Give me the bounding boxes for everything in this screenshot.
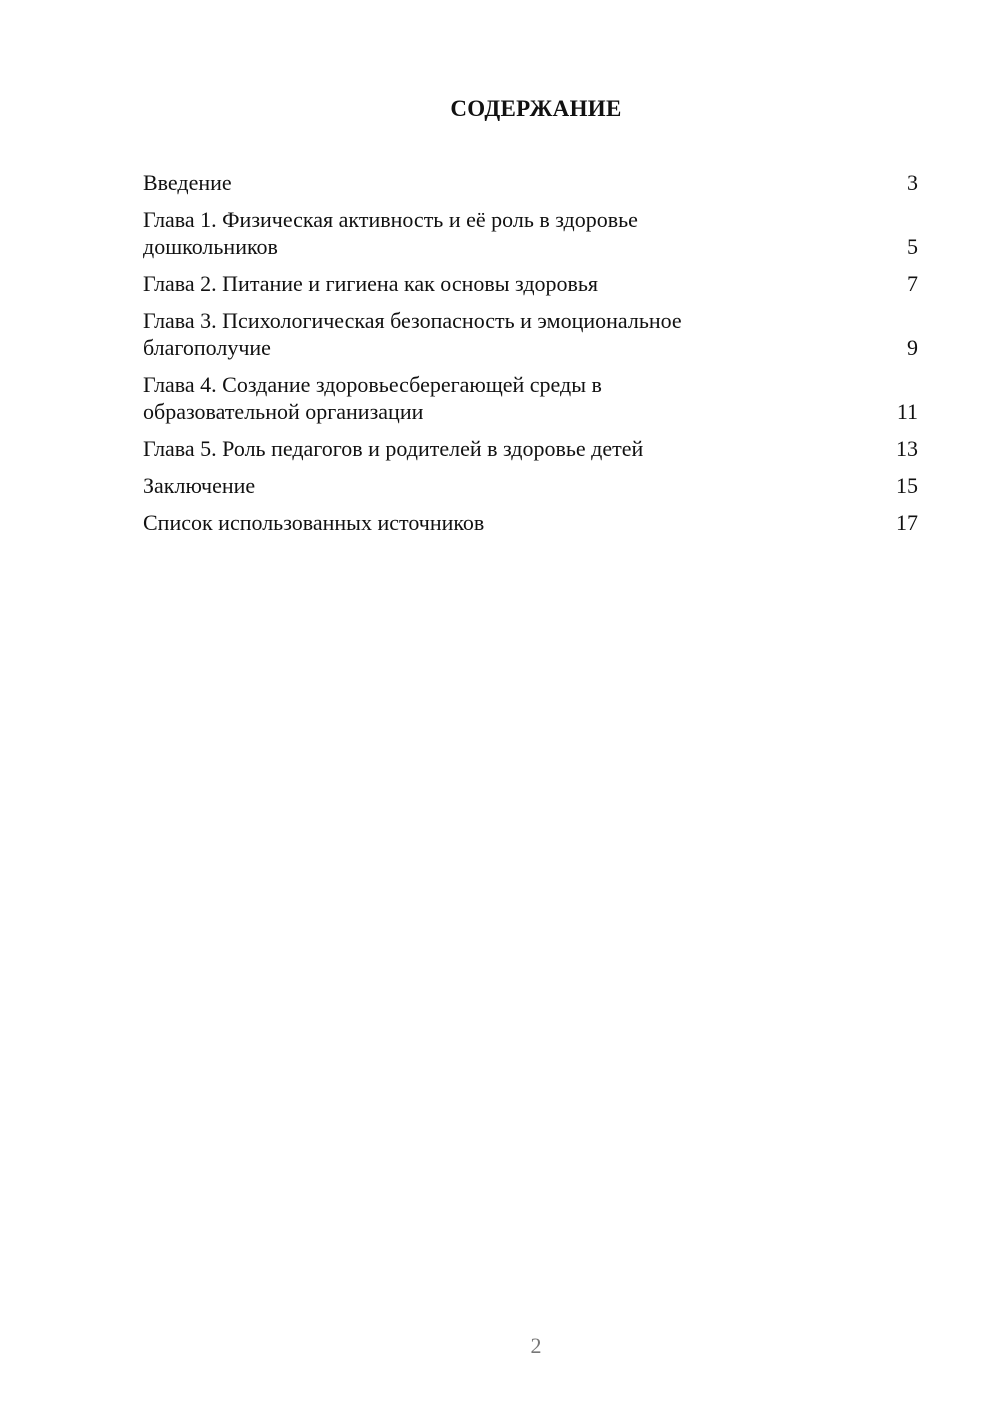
toc-entry-title bbox=[143, 509, 484, 536]
toc-entry-page-number: 13 bbox=[896, 436, 918, 461]
toc-entry-line: Введение bbox=[143, 170, 232, 195]
toc-entry-line: Заключение bbox=[143, 473, 256, 498]
table-of-contents bbox=[143, 169, 918, 546]
page-number: 2 bbox=[530, 1333, 542, 1358]
toc-entry-line: образовательной организации bbox=[143, 399, 424, 424]
toc-title: СОДЕРЖАНИЕ bbox=[450, 96, 622, 121]
toc-entry-line: благополучие bbox=[143, 335, 271, 360]
toc-entry-chapter-5[interactable] bbox=[143, 435, 918, 462]
toc-entry-line: Глава 4. Создание здоровьесберегающей среды в bbox=[143, 372, 602, 397]
toc-entry-chapter-1[interactable] bbox=[143, 206, 918, 260]
toc-entry-title bbox=[143, 307, 682, 361]
toc-entry-line: Список использованных источников bbox=[143, 510, 485, 535]
toc-entry-page-number: 15 bbox=[896, 473, 918, 498]
toc-entry-page-number: 5 bbox=[907, 234, 918, 259]
toc-entry-line: Глава 1. Физическая активность и её роль в здоровье bbox=[143, 207, 638, 232]
toc-entry-chapter-2[interactable] bbox=[143, 270, 918, 297]
toc-entry-title bbox=[143, 270, 598, 297]
toc-entry-title bbox=[143, 371, 602, 425]
toc-entry-page-number: 9 bbox=[907, 335, 918, 360]
toc-entry-page-number: 3 bbox=[907, 170, 918, 195]
toc-entry-line: дошкольников bbox=[143, 234, 278, 259]
toc-entry-page-number: 11 bbox=[896, 399, 918, 424]
toc-entry-chapter-4[interactable] bbox=[143, 371, 918, 425]
toc-entry-line: Глава 2. Питание и гигиена как основы здоровья bbox=[143, 271, 599, 296]
toc-entry-title bbox=[143, 472, 255, 499]
toc-entry-page-number: 17 bbox=[896, 510, 918, 535]
toc-entry-title bbox=[143, 206, 638, 260]
toc-entry-line: Глава 5. Роль педагогов и родителей в здоровье детей bbox=[143, 436, 644, 461]
toc-entry-chapter-3[interactable] bbox=[143, 307, 918, 361]
toc-entry-title bbox=[143, 169, 232, 196]
toc-entry-title bbox=[143, 435, 643, 462]
toc-entry-page-number: 7 bbox=[907, 271, 918, 296]
toc-entry-references[interactable] bbox=[143, 509, 918, 536]
toc-entry-introduction[interactable] bbox=[143, 169, 918, 196]
toc-entry-line: Глава 3. Психологическая безопасность и эмоциональное bbox=[143, 308, 682, 333]
toc-entry-conclusion[interactable] bbox=[143, 472, 918, 499]
